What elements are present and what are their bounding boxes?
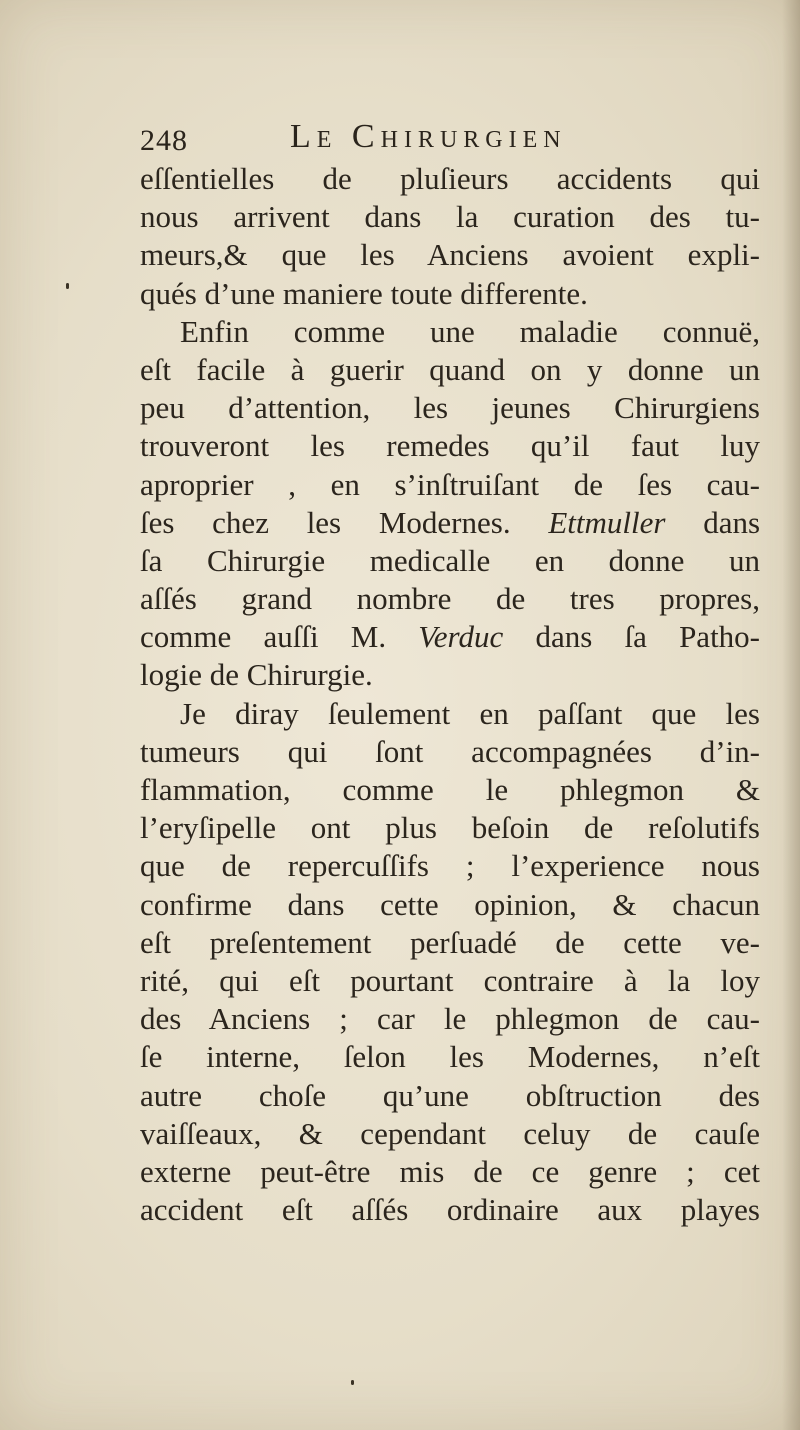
text-segment: dans ſa Patho-	[535, 619, 761, 655]
text-line: ſa Chirurgie medicalle en donne un	[140, 542, 760, 578]
text-segment: ſes chez les Modernes.	[140, 504, 511, 540]
italic-name: Verduc	[418, 619, 504, 655]
ink-speck	[351, 1380, 354, 1385]
text-line: autre choſe qu’une obſtruction des	[140, 1077, 760, 1113]
text-line: des Anciens ; car le phlegmon de cau-	[140, 1001, 760, 1037]
text-line: peu d’attention, les jeunes Chirurgiens	[140, 390, 760, 426]
text-body	[140, 160, 760, 1229]
text-line: que de repercuſſifs ; l’experience nous	[140, 848, 760, 884]
text-line: flammation, comme le phlegmon &	[140, 772, 760, 807]
italic-name: Ettmuller	[548, 504, 666, 540]
text-line: rité, qui eſt pourtant contraire à la loy	[140, 962, 760, 998]
text-line: accident eſt aſſés ordinaire aux playes	[140, 1192, 760, 1228]
text-line: eſt facile à guerir quand on y donne un	[140, 351, 760, 387]
text-line: nous arrivent dans la curation des tu-	[140, 199, 760, 235]
text-line: Enfin comme une maladie connuë,	[180, 313, 760, 349]
text-line: l’eryſipelle ont plus beſoin de reſolutifs	[140, 810, 760, 846]
running-head-title: Le Chirurgien	[290, 118, 567, 155]
text-line: eſſentielles de pluſieurs accidents qui	[140, 161, 760, 196]
page-number: 248	[140, 124, 188, 157]
page-edge-shadow	[782, 0, 800, 1430]
text-line: aproprier , en s’inſtruiſant de ſes cau-	[140, 466, 760, 502]
text-line: eſt preſentement perſuadé de cette ve-	[140, 924, 760, 960]
text-line: vaiſſeaux, & cependant celuy de cauſe	[140, 1115, 760, 1151]
text-line: logie de Chirurgie.	[140, 657, 373, 693]
text-line: tumeurs qui ſont accompagnées d’in-	[140, 733, 760, 769]
text-line: externe peut-être mis de ce genre ; cet	[140, 1153, 760, 1189]
text-line: Je diray ſeulement en paſſant que les	[180, 695, 760, 731]
text-segment: comme auſſi M.	[140, 619, 387, 655]
text-line-with-italic	[140, 618, 760, 656]
text-segment: dans	[703, 504, 761, 540]
text-line: meurs,& que les Anciens avoient expli-	[140, 237, 760, 273]
text-line: ſe interne, ſelon les Modernes, n’eſt	[140, 1039, 760, 1075]
text-line: confirme dans cette opinion, & chacun	[140, 886, 760, 922]
ink-speck	[66, 283, 69, 289]
text-line-with-italic	[140, 504, 760, 542]
text-line: trouveront les remedes qu’il faut luy	[140, 428, 760, 464]
text-line: aſſés grand nombre de tres propres,	[140, 581, 760, 617]
text-line: qués d’une maniere toute differente.	[140, 275, 588, 311]
